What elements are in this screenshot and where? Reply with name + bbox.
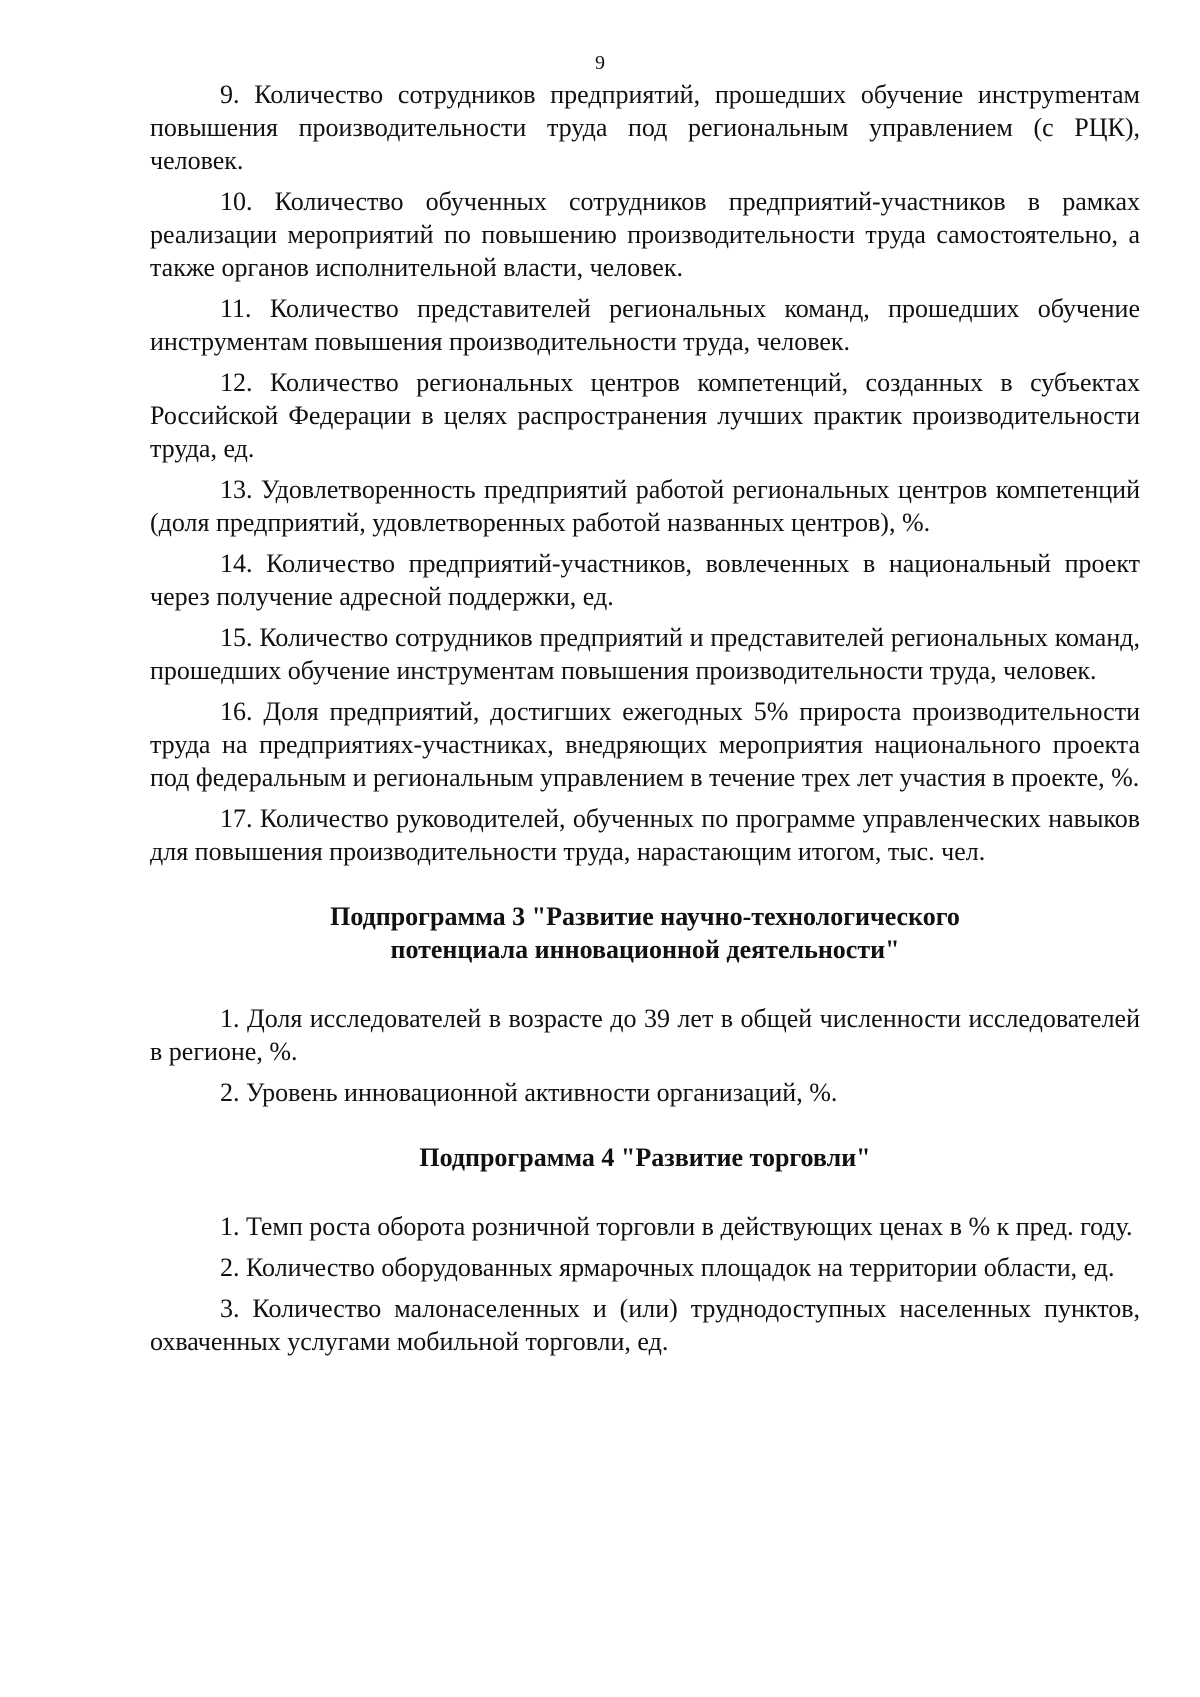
indicator-item: 11. Количество представителей региональных команд, прошедших обучение инструментам повышения производительности труда, человек. (150, 294, 1140, 356)
indicator-item: 10. Количество обученных сотрудников предприятий-участников в рамках реализации мероприятий по повышению производительности труда самостоятельно, а также органов исполнительной власти, человек. (150, 187, 1140, 282)
subprogram-4-title: Подпрограмма 4 "Развитие торговли" (419, 1143, 871, 1172)
page-content (150, 78, 1140, 1366)
indicator-item: 16. Доля предприятий, достигших ежегодных 5% прироста производительности труда на предприятиях-участниках, внедряющих мероприятия национального проекта под федеральным и региональным управлением в течение трех лет участия в проекте, %. (150, 697, 1140, 792)
page-number: 9 (595, 52, 605, 74)
subprogram-3-heading (150, 900, 1140, 966)
indicator-item: 17. Количество руководителей, обученных по программе управленческих навыков для повышения производительности труда, нарастающим итогом, тыс. чел. (150, 804, 1140, 866)
indicator-item: 14. Количество предприятий-участников, вовлеченных в национальный проект через получение адресной поддержки, ед. (150, 549, 1140, 611)
indicator-item: 1. Доля исследователей в возрасте до 39 лет в общей численности исследователей в регионе, %. (150, 1004, 1140, 1066)
indicator-item: 12. Количество региональных центров компетенций, созданных в субъектах Российской Федерации в целях распространения лучших практик производительности труда, ед. (150, 368, 1140, 463)
indicator-item: 9. Количество сотрудников предприятий, прошедших обучение инструmентам повышения производительности труда под региональным управлением (с РЦК), человек. (150, 80, 1140, 175)
subprogram-4-heading (150, 1141, 1140, 1174)
indicator-item: 15. Количество сотрудников предприятий и представителей региональных команд, прошедших обучение инструментам повышения производительности труда, человек. (150, 623, 1140, 685)
indicator-item: 1. Темп роста оборота розничной торговли в действующих ценах в % к пред. году. (220, 1212, 1133, 1241)
indicator-item: 13. Удовлетворенность предприятий работой региональных центров компетенций (доля предприятий, удовлетворенных работой названных центров), %. (150, 475, 1140, 537)
subprogram-3-title-line-1: Подпрограмма 3 "Развитие научно-технологического (330, 902, 960, 931)
indicator-item: 3. Количество малонаселенных и (или) труднодоступных населенных пунктов, охваченных услугами мобильной торговли, ед. (150, 1294, 1140, 1356)
indicator-item: 2. Уровень инновационной активности организаций, %. (220, 1078, 838, 1107)
indicator-item: 2. Количество оборудованных ярмарочных площадок на территории области, ед. (220, 1253, 1115, 1282)
subprogram-3-title-line-2: потенциала инновационной деятельности" (390, 935, 900, 964)
